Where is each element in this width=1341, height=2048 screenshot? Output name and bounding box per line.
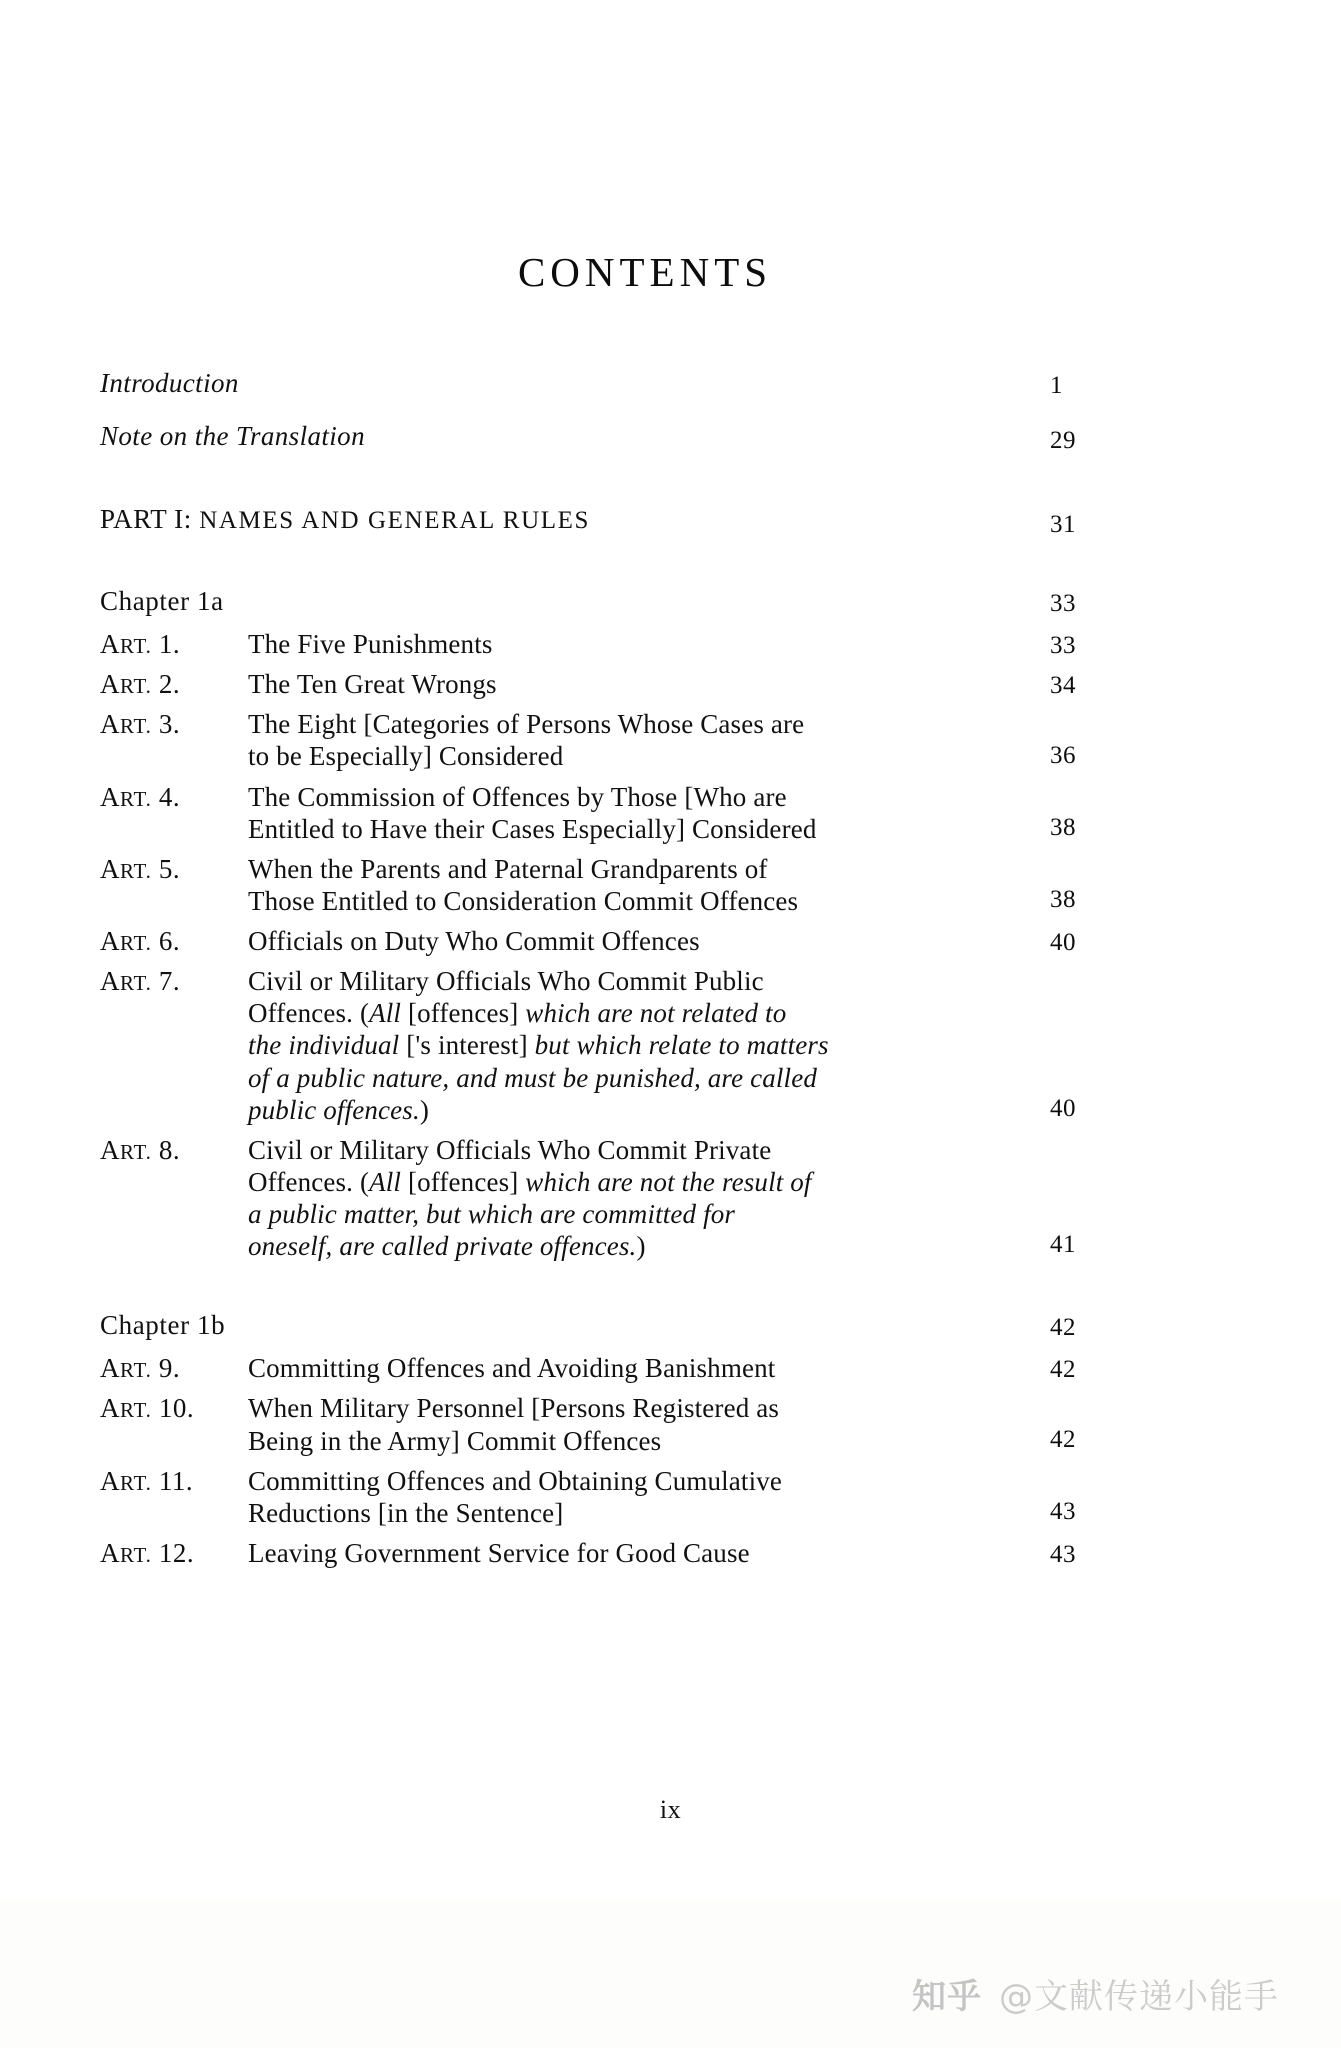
article-number: ART. 1. <box>100 629 181 659</box>
page-number: 36 <box>1050 741 1076 769</box>
frontmatter-label: Note on the Translation <box>100 421 365 451</box>
toc-entry-part-1[interactable] <box>100 504 1250 540</box>
part-title: NAMES AND GENERAL RULES <box>199 507 590 534</box>
page-number: 40 <box>1050 1094 1076 1122</box>
toc-entry-art-6[interactable] <box>100 925 1250 957</box>
frontmatter-list <box>100 368 1250 455</box>
frontmatter-label: Introduction <box>100 368 239 398</box>
article-number: ART. 4. <box>100 781 181 812</box>
article-number: ART. 6. <box>100 926 181 956</box>
toc-entry-art-4[interactable] <box>100 781 1250 845</box>
article-number: ART. 5. <box>100 853 181 884</box>
toc-entry-art-9[interactable] <box>100 1352 1250 1384</box>
article-title: Officials on Duty Who Commit Offences <box>248 926 700 956</box>
chapter-label: Chapter 1a <box>100 586 224 616</box>
article-title: Civil or Military Officials Who Commit Public Offences. (All [offences] which are not related to the individual ['s interest] but which relate to matters of a public nature, and must be punished, are called public offences.) <box>248 966 829 1125</box>
toc-entry-art-12[interactable] <box>100 1537 1250 1569</box>
page-number: 34 <box>1050 672 1076 700</box>
article-number: ART. 11. <box>100 1465 194 1496</box>
page-number: 38 <box>1050 813 1076 841</box>
page-title: CONTENTS <box>517 249 773 295</box>
article-number: ART. 9. <box>100 1353 181 1384</box>
toc-entry-art-10[interactable] <box>100 1392 1250 1456</box>
page-number: 31 <box>1050 511 1076 538</box>
toc-entry-art-11[interactable] <box>100 1465 1250 1529</box>
chapter-label: Chapter 1b <box>100 1310 226 1341</box>
page-number: 43 <box>1050 1540 1076 1568</box>
folio-page-number: ix <box>659 1795 682 1824</box>
toc-entry-chapter-1b[interactable] <box>100 1310 1250 1344</box>
page-number: 42 <box>1050 1425 1076 1453</box>
article-title: The Commission of Offences by Those [Who are Entitled to Have their Cases Especially] Considered <box>248 781 817 844</box>
page-number: 43 <box>1050 1497 1076 1525</box>
article-title: When the Parents and Paternal Grandparents of Those Entitled to Consideration Commit Offences <box>248 853 799 916</box>
watermark <box>912 1969 1279 2018</box>
article-number: ART. 10. <box>100 1393 195 1424</box>
toc-entry-art-3[interactable] <box>100 708 1250 772</box>
article-title: When Military Personnel [Persons Registered as Being in the Army] Commit Offences <box>248 1393 780 1456</box>
toc-entry-note-on-the-translation[interactable] <box>100 421 1250 455</box>
page-number: 42 <box>1050 1314 1076 1342</box>
page-number: 40 <box>1050 929 1076 956</box>
article-number: ART. 3. <box>100 709 181 740</box>
article-title: The Five Punishments <box>248 629 493 659</box>
article-number: ART. 12. <box>100 1537 195 1568</box>
article-title: Civil or Military Officials Who Commit Private Offences. (All [offences] which are not the result of a public matter, but which are committed for oneself, are called private offences.) <box>248 1134 812 1262</box>
page-number: 29 <box>1050 427 1076 454</box>
zhihu-handle: @文献传递小能手 <box>999 1977 1279 2017</box>
article-number: ART. 8. <box>100 1134 181 1165</box>
toc-entry-chapter-1a[interactable] <box>100 586 1250 620</box>
toc-entry-art-1[interactable] <box>100 628 1250 660</box>
page-number: 41 <box>1050 1231 1076 1259</box>
article-title: The Ten Great Wrongs <box>248 669 497 700</box>
article-number: ART. 7. <box>100 966 181 997</box>
article-title: Leaving Government Service for Good Cause <box>248 1537 750 1568</box>
part-prefix: PART I: <box>100 504 192 534</box>
page-number: 33 <box>1050 590 1076 617</box>
page-number: 38 <box>1050 886 1076 913</box>
article-title: Committing Offences and Avoiding Banishment <box>248 1353 776 1384</box>
toc-entry-art-8[interactable] <box>100 1134 1250 1263</box>
article-number: ART. 2. <box>100 669 181 700</box>
article-title: The Eight [Categories of Persons Whose Cases are to be Especially] Considered <box>248 709 805 772</box>
zhihu-logo: 知乎 <box>912 1977 982 2017</box>
toc-entry-art-5[interactable] <box>100 853 1250 917</box>
article-title: Committing Offences and Obtaining Cumulative Reductions [in the Sentence] <box>248 1465 783 1528</box>
page-number: 42 <box>1050 1356 1076 1384</box>
toc-entry-art-2[interactable] <box>100 668 1250 700</box>
part-heading <box>100 504 590 535</box>
page-number: 33 <box>1050 632 1076 659</box>
toc-entry-introduction[interactable] <box>100 368 1250 402</box>
toc-content <box>100 0 1250 1569</box>
page-number: 1 <box>1050 372 1063 399</box>
toc-entry-art-7[interactable] <box>100 965 1250 1126</box>
